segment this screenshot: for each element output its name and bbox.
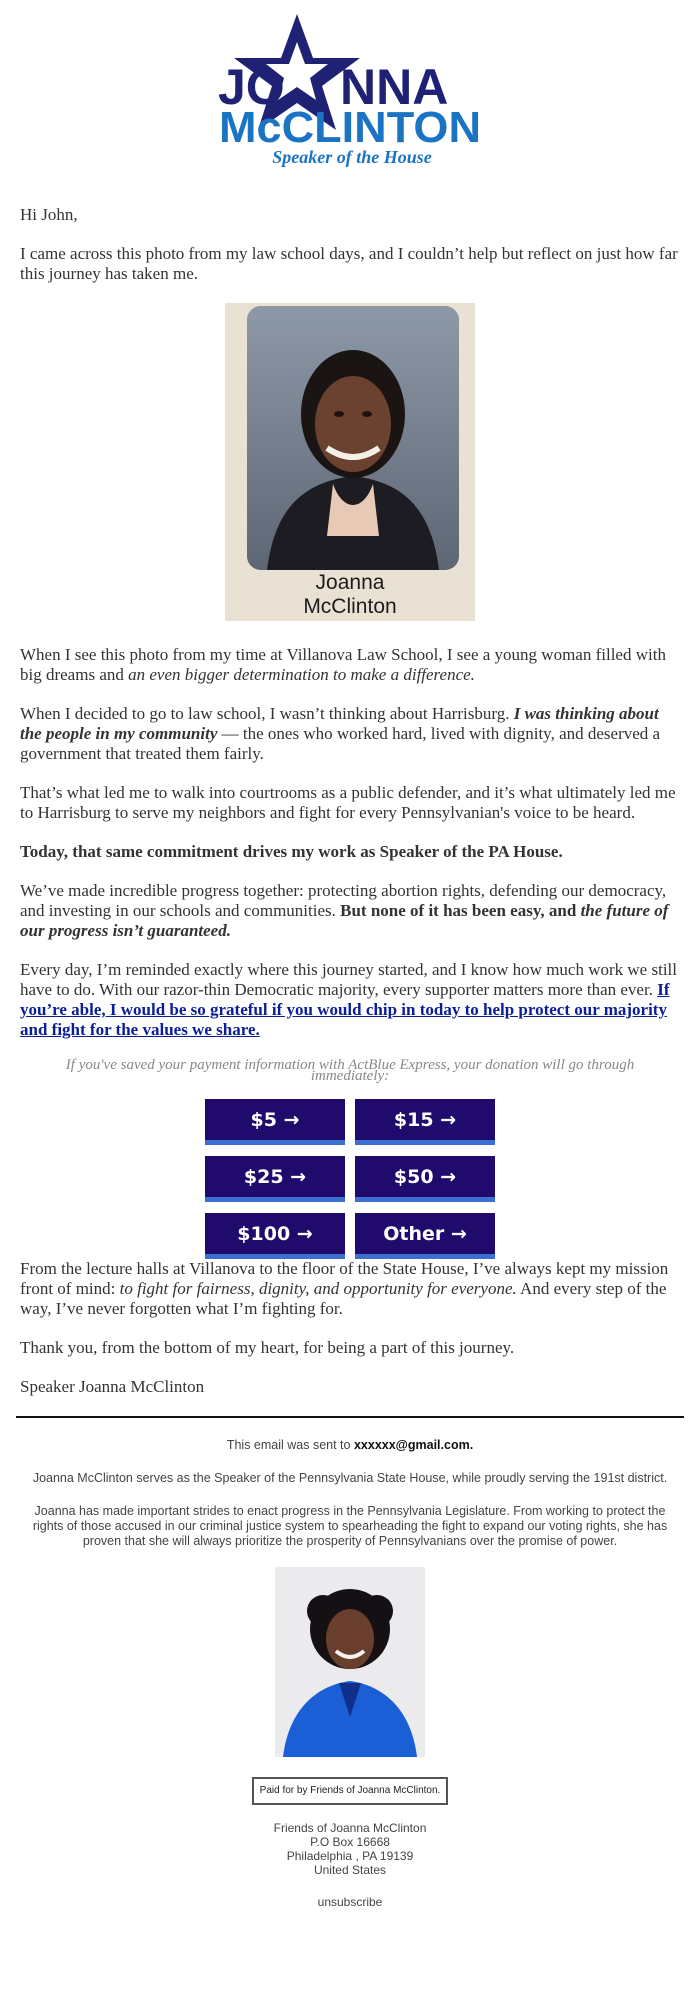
paid-for-disclaimer: Paid for by Friends of Joanna McClinton. (252, 1777, 449, 1805)
donate-15-button[interactable]: $15 → (355, 1099, 495, 1145)
progress-text: We’ve made incredible progress together: protecting abortion rights, defending our democracy, and investing in our schools and communities. (20, 881, 667, 920)
progress-bold: But none of it has been easy, and (340, 901, 581, 920)
donate-50-button[interactable]: $50 → (355, 1156, 495, 1202)
photo-caption (225, 571, 475, 619)
intro-paragraph: I came across this photo from my law school days, and I couldn’t help but reflect on just how far this journey has taken me. (20, 244, 678, 283)
mission-italic: to fight for fairness, dignity, and opportunity for everyone. (119, 1279, 517, 1298)
campaign-logo (0, 0, 700, 178)
address-line-2: P.O Box 16668 (310, 1835, 390, 1849)
harrisburg-text-2: — the ones who worked hard, lived with dignity, and deserved a government that treated them fairly. (20, 724, 661, 763)
footer-bio-2: Joanna has made important strides to enact progress in the Pennsylvania Legislature. From working to protect the rights of those accused in our criminal justice system to spearheading the fight to expand our voting rights, she has proven that she will always prioritize the prosperity of Pennsylvanians over the promise of power. (32, 1504, 668, 1548)
mailing-address (20, 1821, 680, 1877)
logo-first-name-a: JO (218, 59, 285, 115)
logo-last-name: McCLINTON (219, 103, 481, 152)
harrisburg-bold-italic: I was thinking about the people in my community (20, 704, 659, 743)
address-line-3: Philadelphia , PA 19139 (286, 1849, 414, 1863)
logo-graphic (0, 0, 700, 178)
donate-100-button[interactable]: $100 → (205, 1213, 345, 1259)
thank-you-paragraph: Thank you, from the bottom of my heart, for being a part of this journey. (20, 1338, 515, 1357)
sent-to-line (20, 1438, 680, 1453)
donate-25-button[interactable]: $25 → (205, 1156, 345, 1202)
chip-in-text: Every day, I’m reminded exactly where this journey started, and I know how much work we still have to do. With our razor-thin Democratic majority, every supporter matters more than ever. (20, 960, 677, 999)
footer-portrait-container (20, 1567, 680, 1761)
greeting: Hi John, (20, 205, 78, 224)
mission-text-1: From the lecture halls at Villanova to the floor of the State House, I’ve always kept my mission front of mind: (20, 1259, 669, 1298)
donate-other-button[interactable]: Other → (355, 1213, 495, 1259)
email-footer (0, 1438, 700, 1910)
villanova-text: When I see this photo from my time at Villanova Law School, I see a young woman filled with big dreams and (20, 645, 666, 684)
logo-first-name-b: NNA (340, 59, 449, 115)
law-school-photo (225, 303, 475, 621)
footer-divider (16, 1416, 684, 1418)
signature: Speaker Joanna McClinton (20, 1377, 205, 1396)
unsubscribe-link[interactable]: unsubscribe (317, 1895, 383, 1909)
footer-bio-1: Joanna McClinton serves as the Speaker of the Pennsylvania State House, while proudly serving the 191st district. (32, 1471, 668, 1485)
recipient-email: xxxxxx@gmail.com. (353, 1438, 474, 1452)
commitment-paragraph: Today, that same commitment drives my work as Speaker of the PA House. (20, 842, 563, 861)
actblue-express-note: If you've saved your payment information with ActBlue Express, your donation will go through immediately: (65, 1057, 635, 1084)
chip-in-paragraph (20, 960, 680, 1040)
progress-paragraph (20, 881, 680, 941)
law-school-photo-container (20, 303, 680, 626)
progress-bold-italic: the future of our progress isn’t guaranteed. (20, 901, 669, 940)
donate-5-button[interactable]: $5 → (205, 1099, 345, 1145)
address-line-4: United States (313, 1863, 387, 1877)
mission-paragraph (20, 1259, 680, 1319)
logo-subtitle: Speaker of the House (272, 147, 432, 167)
harrisburg-text-1: When I decided to go to law school, I wasn’t thinking about Harrisburg. (20, 704, 514, 723)
photo-caption-first: Joanna (315, 571, 385, 594)
footer-portrait (275, 1567, 425, 1757)
villanova-italic: an even bigger determination to make a difference. (128, 665, 475, 684)
sent-to-prefix: This email was sent to (226, 1438, 354, 1452)
mission-text-2: And every step of the way, I’ve never forgotten what I’m fighting for. (20, 1279, 667, 1318)
courtroom-paragraph: That’s what led me to walk into courtrooms as a public defender, and it’s what ultimately led me to Harrisburg to serve my neighbors and fight for every Pennsylvanian's voice to be heard. (20, 783, 676, 822)
letter-content (0, 205, 700, 1397)
photo-caption-last: McClinton (303, 595, 397, 618)
portrait-image (247, 306, 459, 570)
harrisburg-paragraph (20, 704, 680, 764)
address-line-1: Friends of Joanna McClinton (273, 1821, 427, 1835)
donation-buttons (205, 1099, 495, 1259)
villanova-paragraph (20, 645, 680, 685)
chip-in-link[interactable]: If you’re able, I would be so grateful if you would chip in today to help protect our majority and fight for the values we share. (20, 980, 670, 1039)
